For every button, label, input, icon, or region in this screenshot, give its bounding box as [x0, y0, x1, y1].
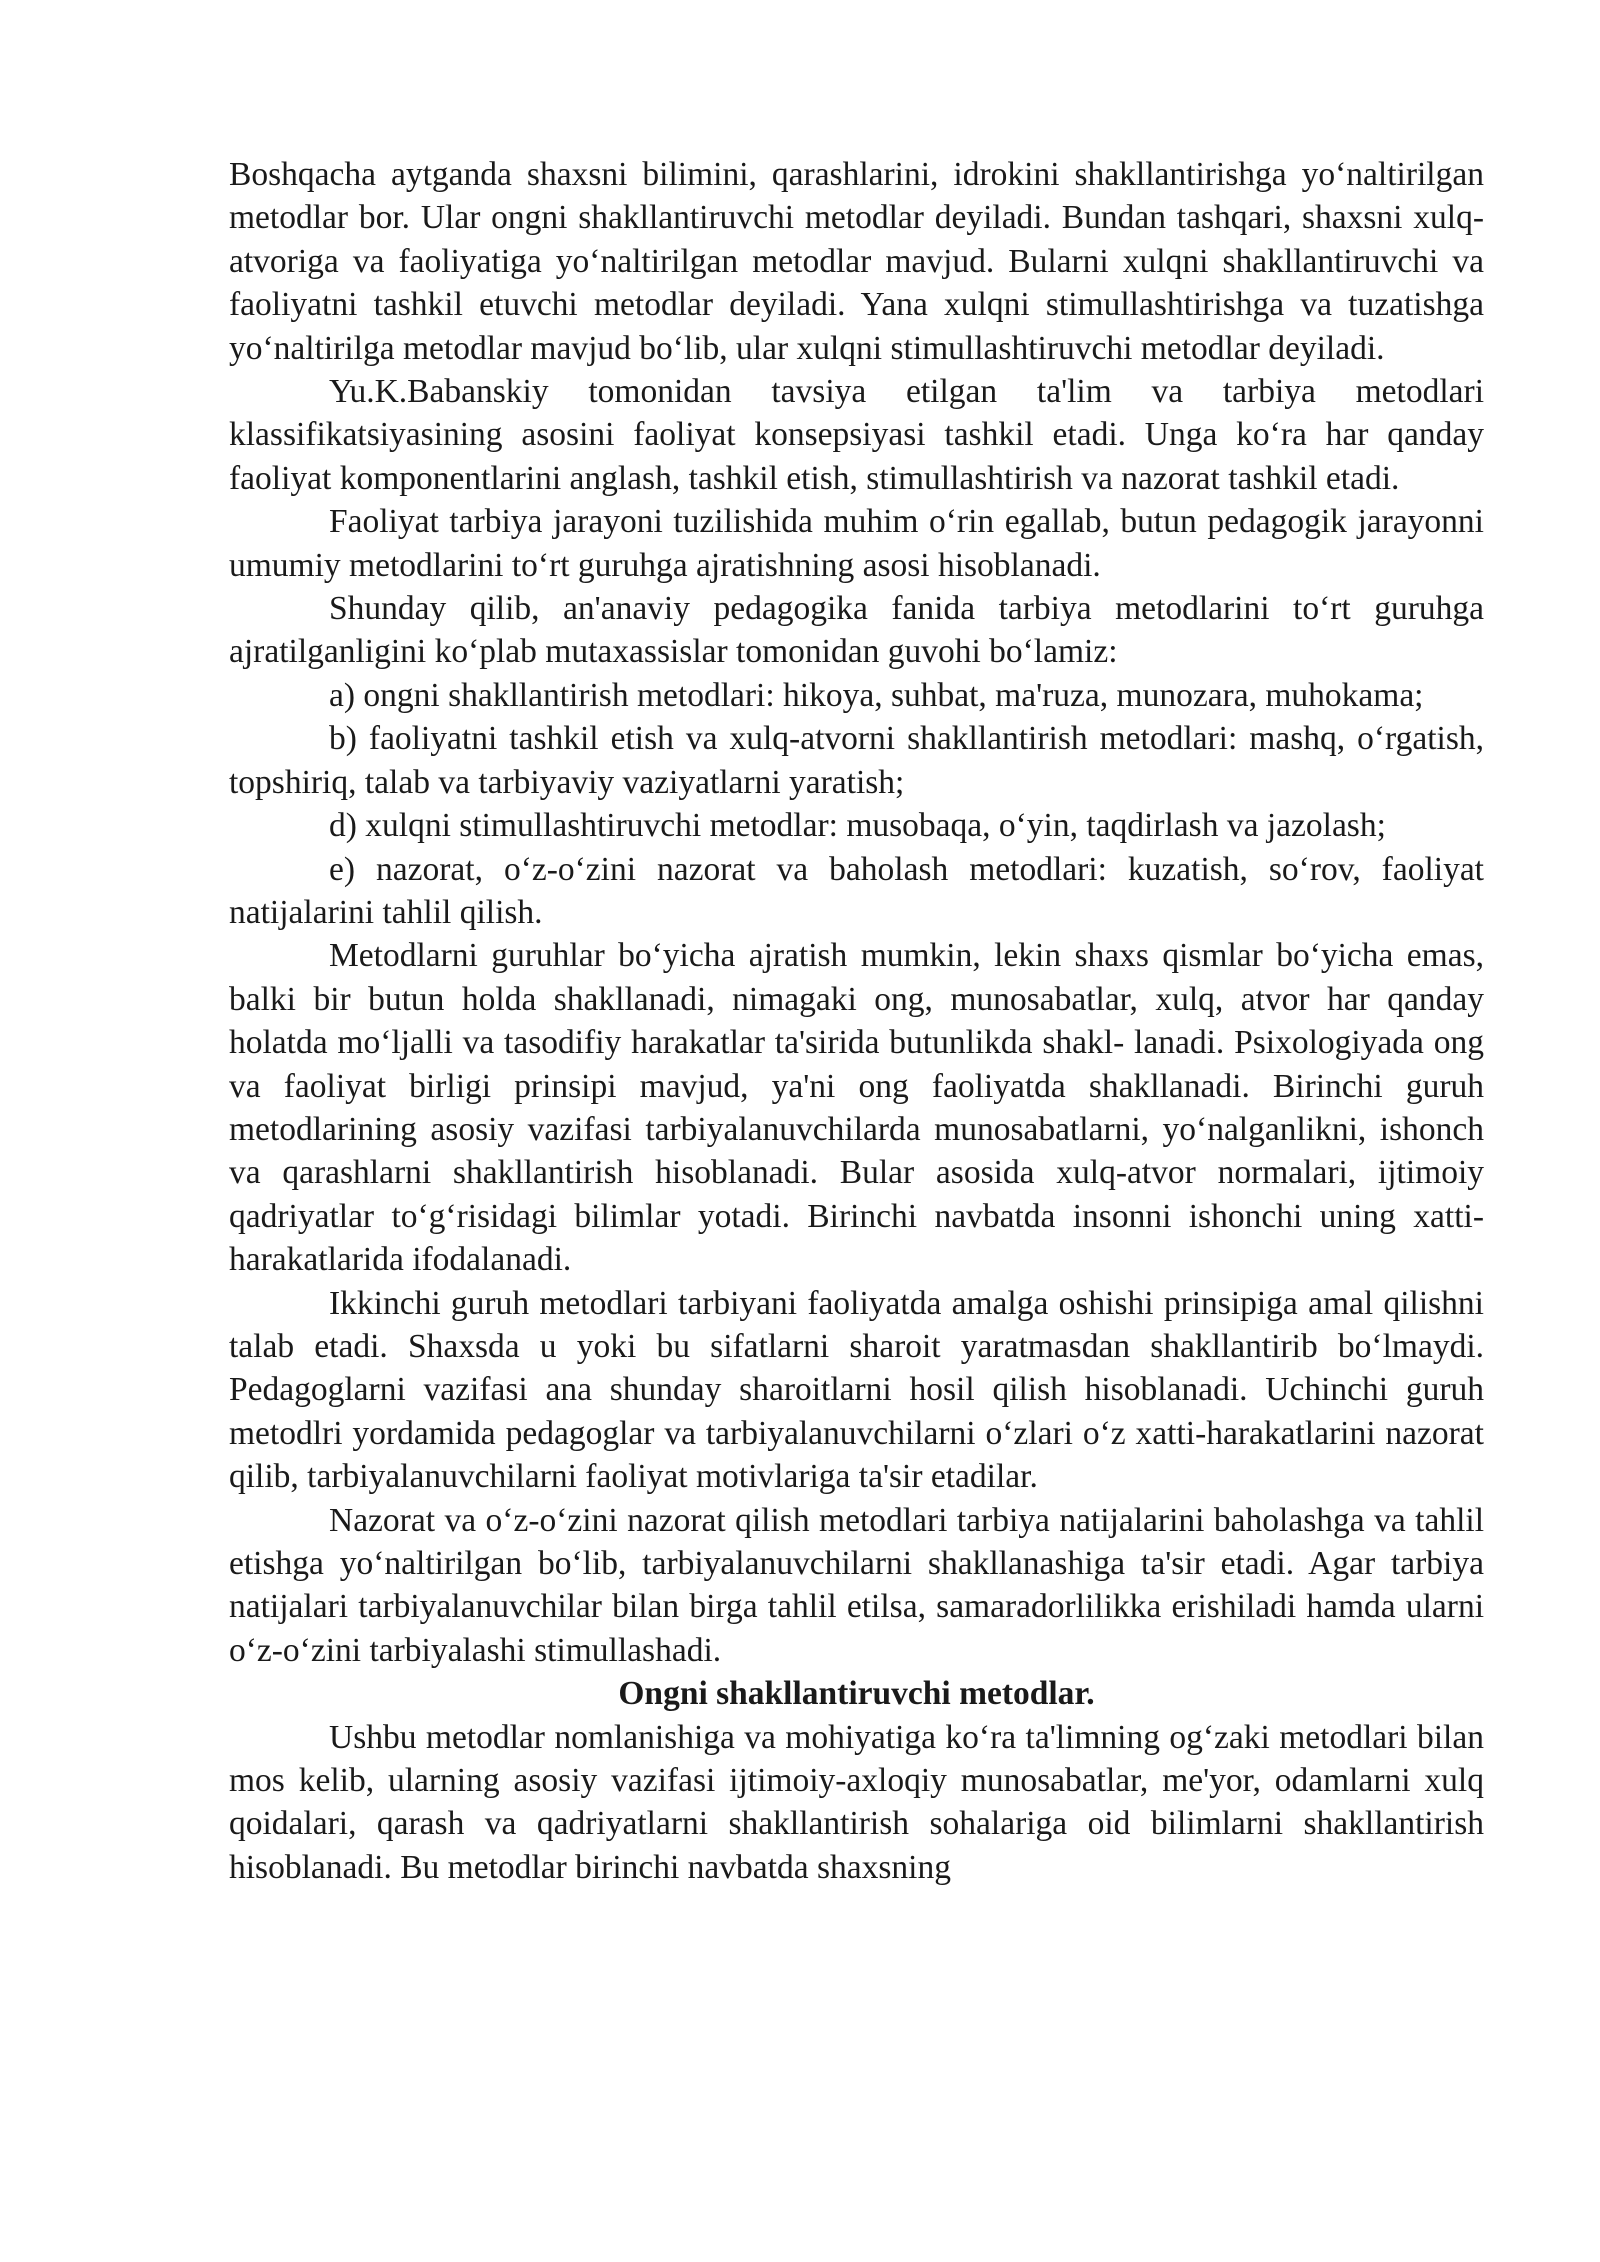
paragraph-ikkinchi: Ikkinchi guruh metodlari tarbiyani faoliyatda amalga oshishi prinsipiga amal qilishni talab etadi. Shaxsda u yoki bu sifatlarni sharoit yaratmasdan shakllantirib bo‘lmaydi. Pedagoglarni vazifasi ana shunday sharoitlarni hosil qilish hisoblanadi. Uchinchi guruh metodlri yordamida pedagoglar va tarbiyalanuvchilarni o‘zlari o‘z xatti-harakatlarini nazorat qilib, tarbiyalanuvchilarni faoliyat motivlariga ta'sir etadilar.: [229, 1284, 1484, 1496]
paragraph-babanskiy: Yu.K.Babanskiy tomonidan tavsiya etilgan ta'lim va tarbiya metodlari klassifikatsiyasining asosini faoliyat konsepsiyasi tashkil etadi. Unga ko‘ra har qanday faoliyat komponentlarini anglash, tashkil etish, stimullashtirish va nazorat tashkil etadi.: [229, 373, 1484, 497]
list-item-a: a) ongni shakllantirish metodlari: hikoya, suhbat, ma'ruza, munozara, muhokama;: [329, 676, 1424, 714]
paragraph-shunday: Shunday qilib, an'anaviy pedagogika fanida tarbiya metodlarini to‘rt guruhga ajratilganligini ko‘plab mutaxassislar tomonidan guvohi bo‘lamiz:: [229, 590, 1484, 671]
section-heading: Ongni shakllantiruvchi metodlar.: [618, 1675, 1095, 1713]
paragraph-nazorat: Nazorat va o‘z-o‘zini nazorat qilish metodlari tarbiya natijalarini baholashga va tahlil etishga yo‘naltirilgan bo‘lib, tarbiyalanuvchilarni shakllanashiga ta'sir etadi. Agar tarbiya natijalari tarbiyalanuvchilar bilan birga tahlil etilsa, samaradorlilikka erishiladi hamda ularni o‘z-o‘zini tarbiyalashi stimullashadi.: [229, 1501, 1484, 1669]
document-page: [229, 153, 1484, 1889]
list-item-b: b) faoliyatni tashkil etish va xulq-atvorni shakllantirish metodlari: mashq, o‘rgatish, topshiriq, talab va tarbiyaviy vaziyatlarni yaratish;: [229, 720, 1484, 801]
list-item-e: e) nazorat, o‘z-o‘zini nazorat va baholash metodlari: kuzatish, so‘rov, faoliyat natijalarini tahlil qilish.: [229, 850, 1484, 931]
paragraph-faoliyat: Faoliyat tarbiya jarayoni tuzilishida muhim o‘rin egallab, butun pedagogik jarayonni umumiy metodlarini to‘rt guruhga ajratishning asosi hisoblanadi.: [229, 503, 1484, 584]
paragraph-metodlarni: Metodlarni guruhlar bo‘yicha ajratish mumkin, lekin shaxs qismlar bo‘yicha emas, balki bir butun holda shakllanadi, nimagaki ong, munosabatlar, xulq, atvor har qanday holatda mo‘ljalli va tasodifiy harakatlar ta'sirida butunlikda shakl- lanadi. Psixologiyada ong va faoliyat birligi prinsipi mavjud, ya'ni ong faoliyatda shakllanadi. Birinchi guruh metodlarining asosiy vazifasi tarbiyalanuvchilarda munosabatlarni, yo‘nalganlikni, ishonch va qarashlarni shakllantirish hisoblanadi. Bular asosida xulq-atvor normalari, ijtimoiy qadriyatlar to‘g‘risidagi bilimlar yotadi. Birinchi navbatda insonni ishonchi uning xatti-harakatlarida ifodalanadi.: [229, 937, 1484, 1279]
paragraph-intro: Boshqacha aytganda shaxsni bilimini, qarashlarini, idrokini shakllantirishga yo‘naltirilgan metodlar bor. Ular ongni shakllantiruvchi metodlar deyiladi. Bundan tashqari, shaxsni xulq-atvoriga va faoliyatiga yo‘naltirilgan metodlar mavjud. Bularni xulqni shakllantiruvchi va faoliyatni tashkil etuvchi metodlar deyiladi. Yana xulqni stimullashtirishga va tuzatishga yo‘naltirilga metodlar mavjud bo‘lib, ular xulqni stimullashtiruvchi metodlar deyiladi.: [229, 156, 1484, 367]
list-item-d: d) xulqni stimullashtiruvchi metodlar: musobaqa, o‘yin, taqdirlash va jazolash;: [329, 807, 1386, 845]
paragraph-ushbu: Ushbu metodlar nomlanishiga va mohiyatiga ko‘ra ta'limning og‘zaki metodlari bilan mos kelib, ularning asosiy vazifasi ijtimoiy-axloqiy munosabatlar, me'yor, odamlarni xulq qoidalari, qarash va qadriyatlarni shakllantirish sohalariga oid bilimlarni shakllantirish hisoblanadi. Bu metodlar birinchi navbatda shaxsning: [229, 1718, 1484, 1886]
